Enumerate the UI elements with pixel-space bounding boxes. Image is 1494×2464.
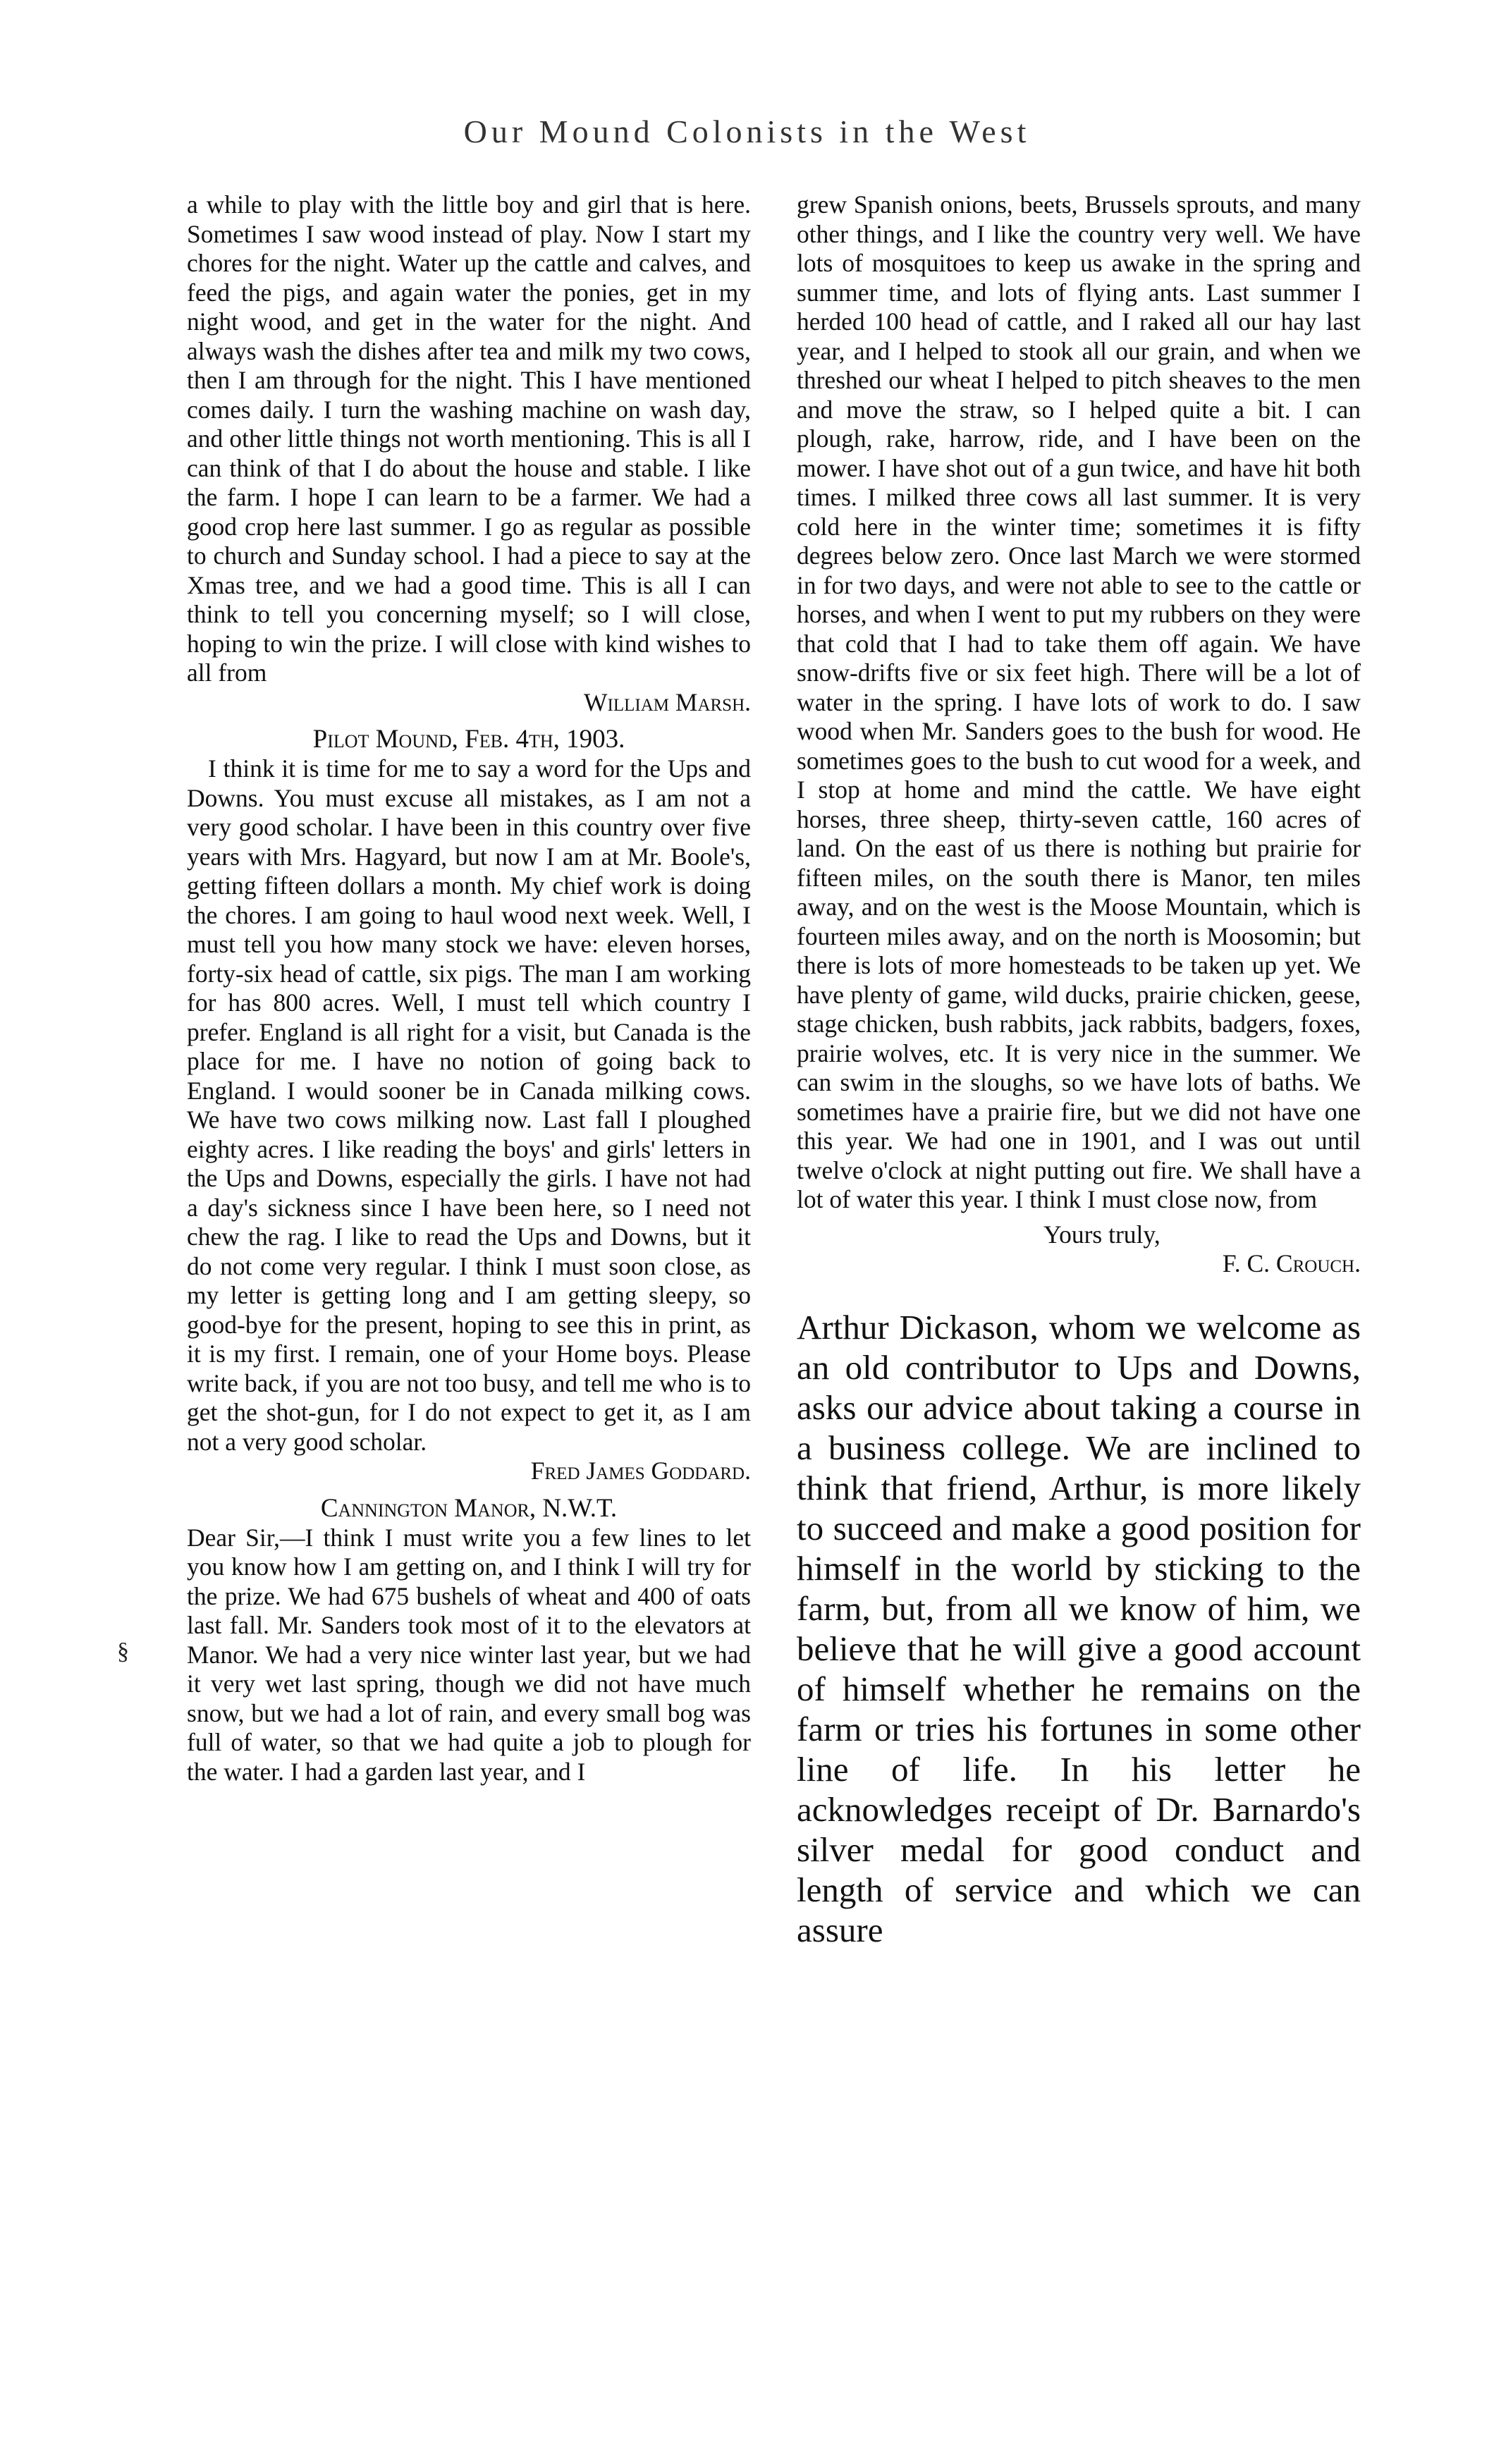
closing-yours-truly: Yours truly, (1043, 1220, 1161, 1249)
signature-crouch: F. C. Crouch. (1222, 1249, 1361, 1277)
right-column (797, 190, 1361, 1950)
left-column (187, 190, 751, 1786)
dateline-pilot-mound: Pilot Mound, Feb. 4th, 1903. (312, 725, 625, 754)
signature-marsh: William Marsh. (584, 687, 751, 716)
signature-goddard: Fred James Goddard. (530, 1457, 751, 1485)
letter-body-marsh: a while to play with the little boy and girl that is here. Sometimes I saw wood instead of play. Now I start my chores for the night. Water up the cattle and calves, and feed the pigs, and again water the ponies, get in my night wood, and get in the water for the night. And always wash the dishes after tea and milk my two cows, then I am through for the night. This I have mentioned comes daily. I turn the washing machine on wash day, and other little things not worth mentioning. This is all I can think of that I do about the house and stable. I like the farm. I hope I can learn to be a farmer. We had a good crop here last summer. I go as regular as possible to church and Sunday school. I had a piece to say at the Xmas tree, and we had a good time. This is all I can think to tell you concerning myself; so I will close, hoping to win the prize. I will close with kind wishes to all from (187, 190, 751, 687)
letter-body-goddard: I think it is time for me to say a word for the Ups and Downs. You must excuse all mistakes, as I am not a very good scholar. I have been in this country over five years with Mrs. Hagyard, but now I am at Mr. Boole's, getting fifteen dollars a month. My chief work is doing the chores. I am going to haul wood next week. Well, I must tell you how many stock we have: eleven horses, forty-six head of cattle, six pigs. The man I am working for has 800 acres. Well, I must tell which country I prefer. England is all right for a visit, but Canada is the place for me. I have no notion of going back to England. I would sooner be in Canada milking cows. We have two cows milking now. Last fall I ploughed eighty acres. I like reading the boys' and girls' letters in the Ups and Downs, especially the girls. I have not had a day's sickness since I have been here, so I need not chew the rag. I like to read the Ups and Downs, but it do not come very regular. I think I must soon close, as my letter is getting long and I am getting sleepy, so good-bye for the present, hoping to see this in print, as it is my first. I remain, one of your Home boys. Please write back, if you are not too busy, and tell me who is to get the shot-gun, for I do not expect to get it, as I am not a very good scholar. (187, 754, 751, 1456)
letter-body-crouch-continued: grew Spanish onions, beets, Brussels sprouts, and many other things, and I like the country very well. We have lots of mosquitoes to keep us awake in the spring and summer time, and lots of flying ants. Last summer I herded 100 head of cattle, and I raked all our hay last year, and I helped to stook all our grain, and when we threshed our wheat I helped to pitch sheaves to the men and move the straw, so I helped quite a bit. I can plough, rake, harrow, ride, and I have been on the mower. I have shot out of a gun twice, and have hit both times. I milked three cows all last summer. It is very cold here in the winter time; sometimes it is fifty degrees below zero. Once last March we were stormed in for two days, and were not able to see to the cattle or horses, and when I went to put my rubbers on they were that cold that I had to take them off again. We have snow-drifts five or six feet high. There will be a lot of water in the spring. I have lots of work to do. I saw wood when Mr. Sanders goes to the bush for wood. He sometimes goes to the bush to cut wood for a week, and I stop at home and mind the cattle. We have eight horses, three sheep, thirty-seven cattle, 160 acres of land. On the east of us there is nothing but prairie for fifteen miles, on the south there is Manor, ten miles away, and on the west is the Moose Mountain, which is fourteen miles away, and on the north is Moosomin; but there is lots of more homesteads to be taken up yet. We have plenty of game, wild ducks, prairie chicken, geese, stage chicken, bush rabbits, jack rabbits, badgers, foxes, prairie wolves, etc. It is very nice in the summer. We can swim in the sloughs, so we have lots of baths. We sometimes have a prairie fire, but we did not have one this year. We had one in 1901, and I was out until twelve o'clock at night putting out fire. We shall have a lot of water this year. I think I must close now, from (797, 190, 1361, 1213)
dateline-cannington-manor: Cannington Manor, N.W.T. (320, 1493, 618, 1523)
editorial-note: Arthur Dickason, whom we welcome as an old contributor to Ups and Downs, asks our advice about taking a course in a business college. We are inclined to think that friend, Arthur, is more likely to succeed and make a good position for himself in the world by sticking to the farm, but, from all we know of him, we believe that he will give a good account of himself whether he remains on the farm or tries his fortunes in some other line of life. In his letter he acknowledges receipt of Dr. Barnardo's silver medal for good conduct and length of service and which we can assure (797, 1307, 1361, 1949)
running-head: Our Mound Colonists in the West (463, 114, 1031, 149)
letter-body-crouch-start: Dear Sir,—I think I must write you a few lines to let you know how I am getting on, and I think I will try for the prize. We had 675 bushels of wheat and 400 of oats last fall. Mr. Sanders took most of it to the elevators at Manor. We had a very nice winter last year, but we had it very wet last spring, though we did not have much snow, but we had a lot of rain, and every small bog was full of water, so that we had quite a job to plough for the water. I had a garden last year, and I (187, 1523, 751, 1786)
margin-mark: § (117, 1638, 129, 1665)
